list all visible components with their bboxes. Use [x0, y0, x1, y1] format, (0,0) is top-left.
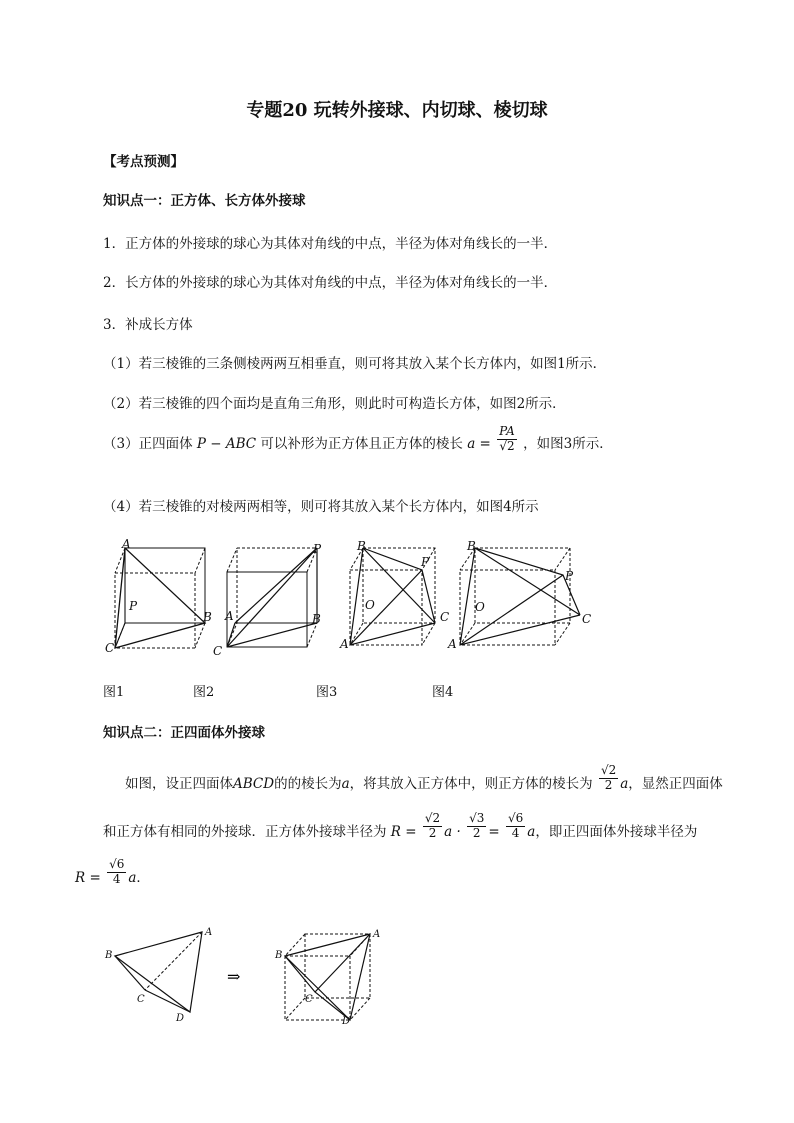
tet-label-C: C — [137, 994, 145, 1005]
p2-f1d: 2 — [428, 826, 437, 840]
p3-num: √6 — [109, 857, 125, 872]
p1-mid: 的的棱长为 — [274, 776, 342, 792]
fig1-label-P: P — [129, 599, 138, 613]
p3-fraction — [107, 858, 126, 887]
p2-f3d: 4 — [511, 826, 520, 840]
p1-pre: 如图，设正四面体 — [125, 776, 233, 792]
fig2-label-P: P — [313, 542, 322, 556]
sub3-a: a = — [467, 436, 491, 452]
kp1-sub4: （4）若三棱锥的对棱两两相等，则可将其放入某个长方体内，如图4所示 — [103, 499, 539, 515]
fig4-label-C: C — [582, 612, 592, 626]
p3-R: R = — [75, 870, 101, 886]
kp1-sub3 — [103, 424, 613, 454]
page-title: 专题20 玩转外接球、内切球、棱切球 — [246, 100, 548, 121]
tetra-cube-figure — [95, 920, 405, 1030]
fig3-label-C: C — [440, 610, 450, 624]
kp1-sub1: （1）若三棱锥的三条侧棱两两互相垂直，则可将其放入某个长方体内，如图1所示． — [103, 356, 607, 372]
p2-eq: = — [488, 824, 500, 840]
fig2-label-C: C — [213, 644, 223, 658]
p1-den: 2 — [604, 778, 613, 792]
fig1-label-C: C — [105, 641, 115, 655]
kp1-item3: 3．补成长方体 — [103, 317, 193, 333]
p2-frac1 — [423, 812, 442, 841]
cube-label-C: C — [305, 994, 313, 1005]
p2-R: R = — [390, 824, 417, 840]
sub3-den: √2 — [499, 439, 515, 453]
p3-post: ． — [136, 870, 150, 886]
sub3-num: PA — [499, 424, 515, 439]
sub3-mid: 可以补形为正方体且正方体的棱长 — [260, 436, 463, 452]
fig4-label-O: O — [475, 600, 485, 614]
p1-post: ，显然正四面体 — [628, 776, 723, 792]
p1-mid2: ，将其放入正方体中，则正方体的棱长为 — [349, 776, 593, 792]
p3-a: a — [128, 870, 137, 886]
p2-dot: a · — [444, 824, 461, 840]
cube-with-tetrahedron — [285, 934, 370, 1020]
p3-den: 4 — [112, 872, 121, 886]
p2-frac3 — [506, 812, 525, 841]
kp1-heading: 知识点一：正方体、长方体外接球 — [103, 193, 306, 209]
sub3-pre: （3）正四面体 — [103, 436, 193, 452]
caption-fig1: 图1 — [103, 685, 125, 700]
fig4-label-B: B — [467, 539, 476, 553]
figures-1-4 — [95, 535, 615, 660]
p2-f2n: √3 — [469, 811, 485, 826]
caption-fig3: 图3 — [316, 685, 338, 700]
p1-a: a — [341, 776, 350, 792]
fig2 — [227, 548, 317, 647]
caption-fig2: 图2 — [193, 685, 215, 700]
kp2-para3 — [75, 857, 150, 887]
kp2-para1 — [125, 763, 723, 793]
fig1-label-B: B — [203, 610, 212, 624]
p2-post: ，即正四面体外接球半径为 — [535, 824, 698, 840]
kp2-heading: 知识点二：正四面体外接球 — [103, 725, 265, 741]
kp1-item1: 1．正方体的外接球的球心为其体对角线的中点，半径为体对角线长的一半． — [103, 236, 558, 252]
section-tag: 【考点预测】 — [103, 154, 184, 170]
fig4-label-A: A — [448, 637, 457, 651]
fig3-label-O: O — [365, 598, 375, 612]
p2-f3n: √6 — [507, 811, 524, 826]
fig3-label-B: B — [357, 539, 366, 553]
fig3-label-P: P — [421, 555, 430, 569]
p2-pre: 和正方体有相同的外接球．正方体外接球半径为 — [103, 824, 387, 840]
p2-a: a — [527, 824, 536, 840]
tetrahedron — [115, 932, 202, 1012]
p1-a2: a — [620, 776, 629, 792]
fig4-label-P: P — [565, 569, 574, 583]
kp2-para2 — [103, 811, 698, 841]
fig2-label-B: B — [312, 612, 321, 626]
kp1-sub2: （2）若三棱锥的四个面均是直角三角形，则此时可构造长方体，如图2所示． — [103, 396, 566, 412]
p1-num: √2 — [600, 763, 617, 778]
cube-label-D: D — [342, 1016, 351, 1027]
fig4 — [460, 548, 580, 645]
p2-frac2 — [467, 812, 486, 841]
fig1-label-A: A — [122, 537, 131, 551]
tet-label-D: D — [176, 1013, 185, 1024]
tet-label-A: A — [205, 927, 213, 938]
p2-f1n: √2 — [424, 811, 441, 826]
fig3-label-A: A — [340, 637, 349, 651]
cube-label-B: B — [275, 950, 283, 961]
sub3-fraction — [497, 425, 517, 454]
caption-fig4: 图4 — [432, 685, 454, 700]
sub3-post: ，如图3所示． — [523, 436, 613, 452]
tet-label-B: B — [105, 950, 113, 961]
p1-fraction — [599, 764, 618, 793]
fig2-label-A: A — [225, 609, 234, 623]
cube-label-A: A — [373, 929, 381, 940]
fig1 — [115, 548, 205, 648]
implies-arrow: ⇒ — [227, 967, 241, 986]
p1-abcd: ABCD — [233, 776, 275, 792]
kp1-item2: 2．长方体的外接球的球心为其体对角线的中点，半径为体对角线长的一半． — [103, 275, 558, 291]
sub3-expr: P − ABC — [196, 436, 257, 452]
p2-f2d: 2 — [472, 826, 481, 840]
